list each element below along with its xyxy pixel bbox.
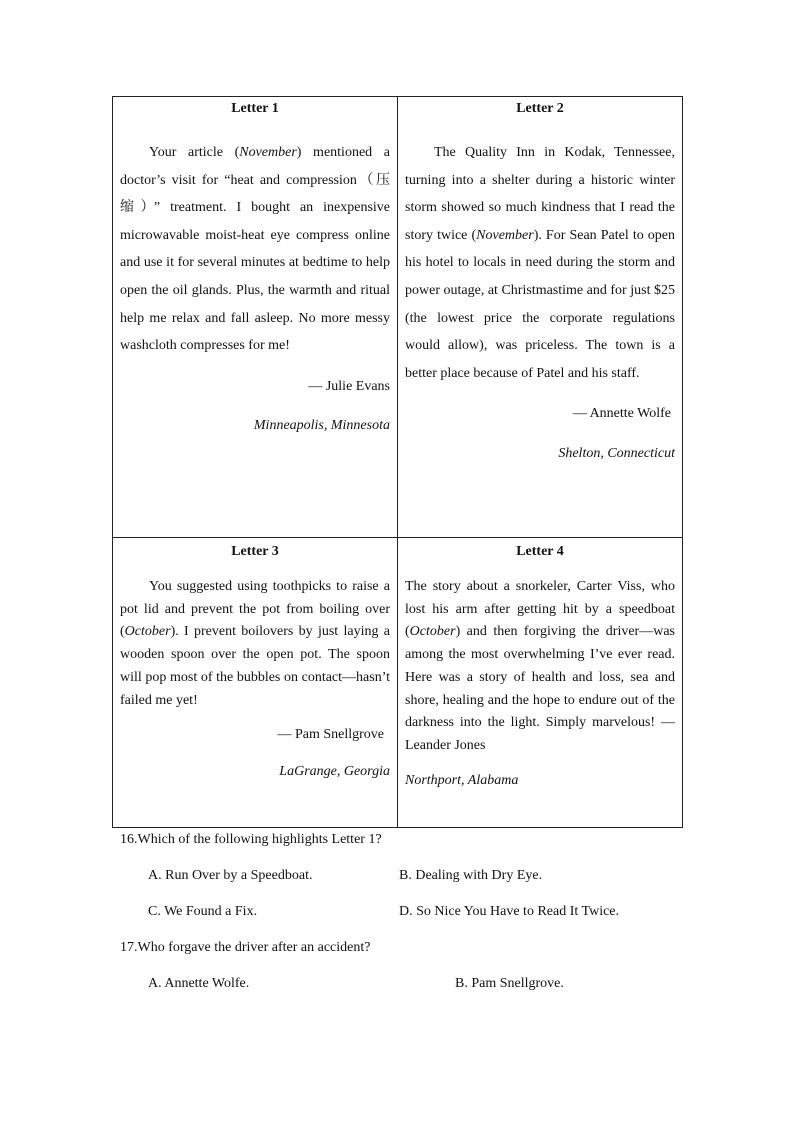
letter-3-heading: Letter 3 [231,544,279,559]
question-16-option-d: D. So Nice You Have to Read It Twice. [399,904,620,919]
question-16-stem: 16.Which of the following highlights Letter 1? [120,832,382,847]
letter-2-body: The Quality Inn in Kodak, Tennessee, turning into a shelter during a historic winter storm showed so much kindness that I read the story twice (November). For Sean Patel to open his hotel to locals in need during the storm and power outage, at Christmastime and for just $25 (the lowest price the corporate regulations would allow), was priceless. The town is a better place because of Patel and his staff. [405,145,675,381]
letter-2-place: Shelton, Connecticut [558,445,675,461]
letter-4-place: Northport, Alabama [405,772,519,788]
letter-2-heading: Letter 2 [516,101,564,116]
letter-1-heading: Letter 1 [231,101,279,116]
question-17-stem: 17.Who forgave the driver after an accident? [120,940,371,955]
letter-2-cell [398,97,683,538]
question-16-option-b: B. Dealing with Dry Eye. [399,868,543,883]
question-17-option-b: B. Pam Snellgrove. [455,976,564,991]
letter-3-body: You suggested using toothpicks to raise a pot lid and prevent the pot from boiling over (October). I prevent boilovers by just laying a wooden spoon over the open pot. The spoon will pop most of the bubbles on contact—hasn’t failed me yet! [120,579,390,708]
letter-1-body: Your article (November) mentioned a doctor’s visit for “heat and compression（压缩）” treatment. I bought an inexpensive microwavable moist-heat eye compress online and use it for several minutes at bedtime to help open the oil glands. Plus, the warmth and ritual help me relax and fall asleep. No more messy washcloth compresses for me! [120,145,390,354]
letter-3-place: LaGrange, Georgia [279,763,390,779]
letter-4-heading: Letter 4 [516,544,564,559]
question-16-option-a: A. Run Over by a Speedboat. [148,868,313,883]
question-17-option-a: A. Annette Wolfe. [148,976,250,991]
question-16-option-c: C. We Found a Fix. [148,904,258,919]
letter-4-body: The story about a snorkeler, Carter Viss, who lost his arm after getting hit by a speedboat (October) and then forgiving the driver—was among the most overwhelming I’ve ever read. Here was a story of health and loss, sea and shore, healing and the hope to endure out of the darkness into the light. Simply marvelous! — Leander Jones [405,579,675,753]
letter-1-place: Minneapolis, Minnesota [253,418,390,434]
letter-1-cell [113,97,398,538]
letter-4-cell [398,538,683,828]
letter-3-signature: — Pam Snellgrove [277,727,384,743]
letter-2-signature: — Annette Wolfe [572,406,671,422]
letters-table [112,96,683,828]
letter-1-signature: — Julie Evans [308,378,390,394]
letter-3-cell [113,538,398,828]
